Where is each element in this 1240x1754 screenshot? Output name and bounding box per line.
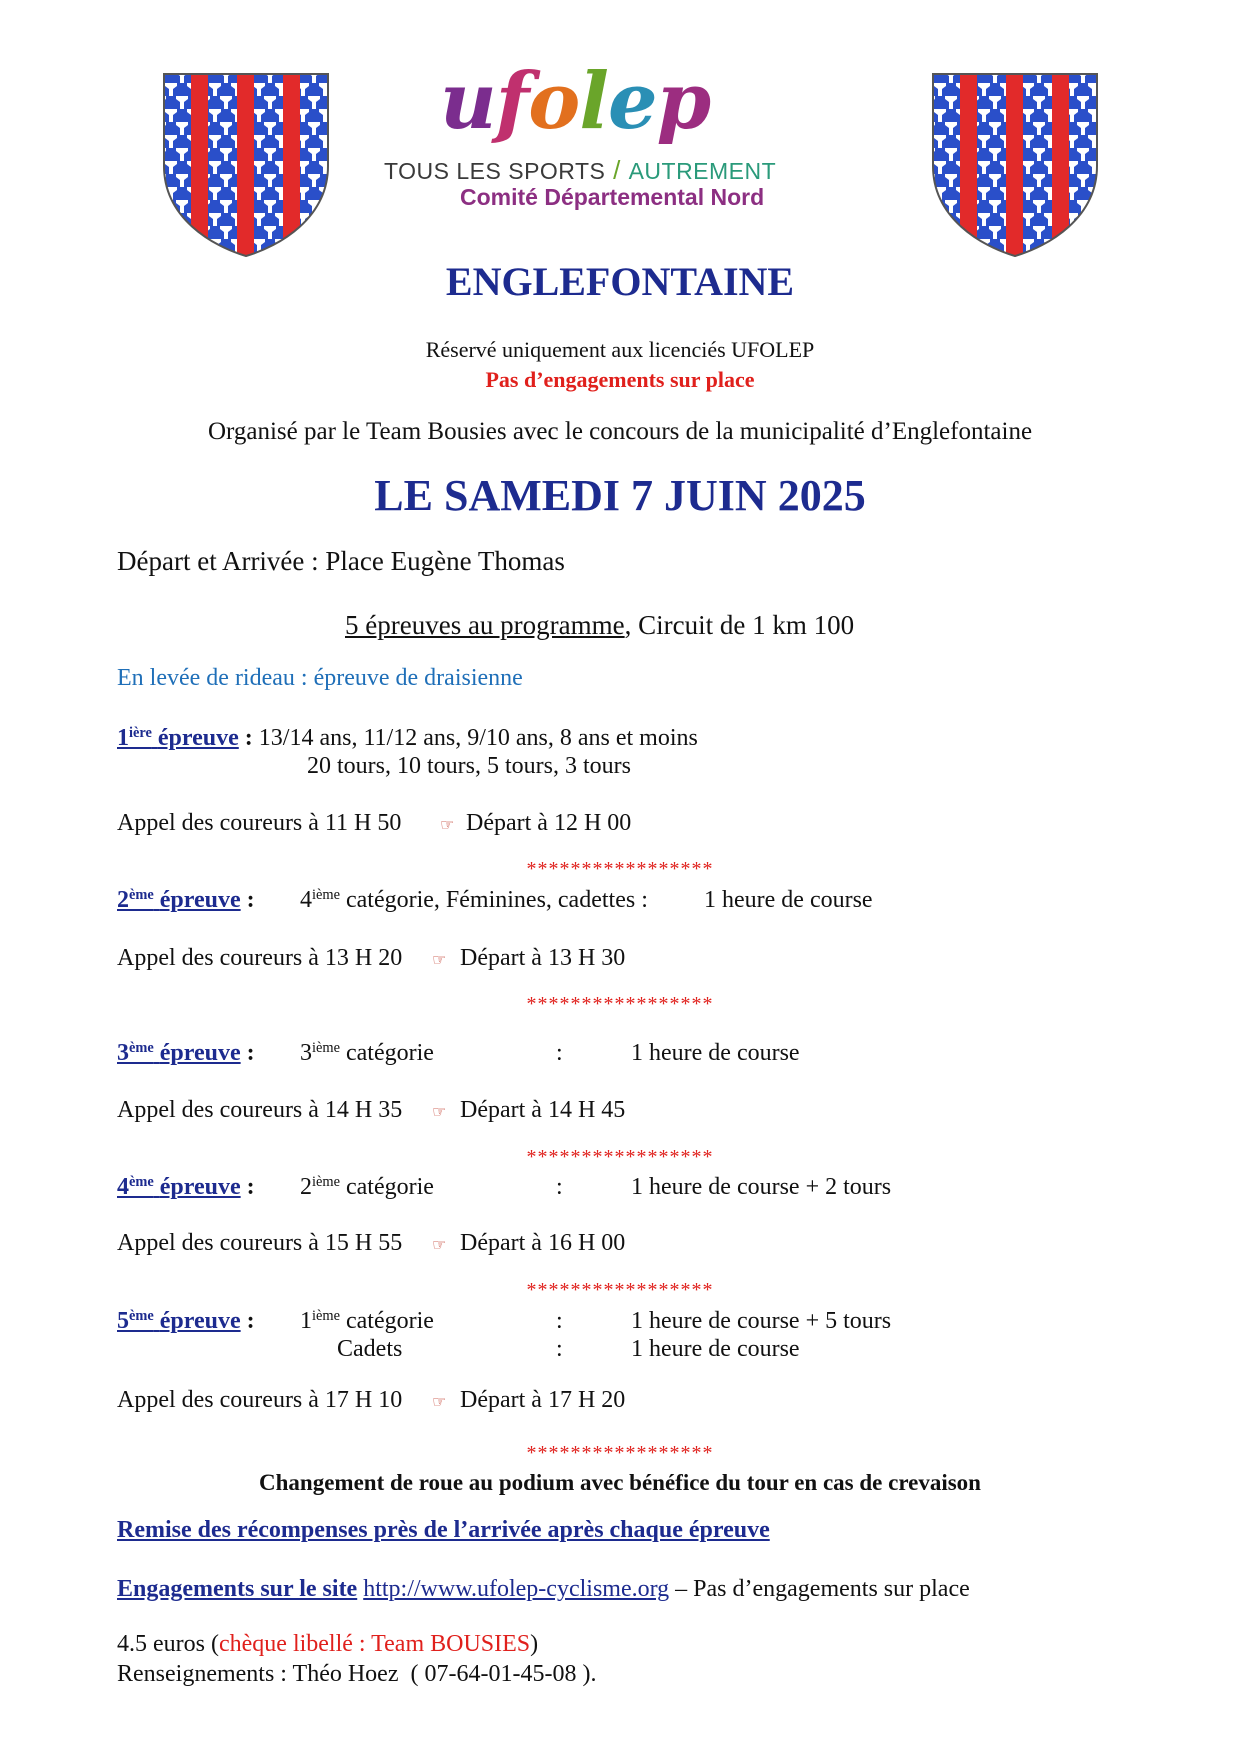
- program-rest: , Circuit de 1 km 100: [624, 610, 855, 640]
- ufolep-letter: e: [607, 56, 657, 147]
- registration-rest: – Pas d’engagements sur place: [669, 1576, 970, 1602]
- separator: *****************: [526, 858, 714, 880]
- logo-tagline-left: TOUS LES SPORTS: [384, 158, 606, 184]
- separator: *****************: [526, 1279, 714, 1301]
- race-5-duration: 1 heure de course + 5 tours: [631, 1308, 892, 1334]
- fee-line: 4.5 euros (chèque libellé : Team BOUSIES): [117, 1631, 539, 1657]
- race-label: 5ème épreuve: [117, 1308, 241, 1334]
- ufolep-letter: f: [495, 56, 529, 147]
- race-2-heading: 2ème épreuve :: [117, 887, 255, 913]
- separator: *****************: [526, 993, 714, 1015]
- separator: *****************: [526, 1146, 714, 1168]
- program-link-text: 5 épreuves au programme: [345, 610, 625, 640]
- race-5-cadets: Cadets: [337, 1336, 403, 1362]
- race-2-duration: 1 heure de course: [704, 887, 873, 913]
- race-5-heading: 5ème épreuve :: [117, 1308, 255, 1334]
- ufolep-letter: o: [528, 56, 580, 147]
- shield-crest-icon: [160, 70, 332, 260]
- race-5-duration-2: 1 heure de course: [631, 1336, 800, 1362]
- race-3-category: 3ième catégorie: [300, 1040, 434, 1066]
- event-date: LE SAMEDI 7 JUIN 2025: [374, 471, 866, 520]
- cheque-payee: chèque libellé : Team BOUSIES: [218, 1631, 531, 1657]
- race-2-call: Appel des coureurs à 13 H 20: [117, 945, 403, 971]
- race-1-start: Départ à 12 H 00: [466, 810, 632, 836]
- race-label: 4ème épreuve: [117, 1174, 241, 1200]
- contact-info: Renseignements : Théo Hoez ( 07-64-01-45-08 ).: [117, 1661, 597, 1687]
- ufolep-wordmark: [440, 56, 710, 147]
- registration-line: [117, 1576, 970, 1603]
- curtain-raiser: En levée de rideau : épreuve de draisienne: [117, 665, 523, 691]
- separator: *****************: [526, 1442, 714, 1464]
- logo-committee: Comité Départemental Nord: [460, 184, 765, 210]
- race-label: $1^{ière}$ épreuve: [117, 725, 239, 751]
- organizer-line: Organisé par le Team Bousies avec le concours de la municipalité d’Englefontaine: [207, 418, 1033, 445]
- race-5-call: Appel des coureurs à 17 H 10: [117, 1387, 403, 1413]
- race-3-colon: :: [556, 1040, 563, 1066]
- program-line: [345, 610, 854, 641]
- race-1-call: Appel des coureurs à 11 H 50: [117, 810, 402, 836]
- wheel-change-notice: Changement de roue au podium avec bénéfice du tour en cas de crevaison: [259, 1470, 981, 1495]
- no-onsite-notice: Pas d’engagements sur place: [485, 367, 755, 392]
- race-2-category: 4ième catégorie, Féminines, cadettes :: [300, 887, 648, 913]
- race-4-category: 2ième catégorie: [300, 1174, 434, 1200]
- race-5-colon-2: :: [556, 1336, 563, 1362]
- race-4-start: Départ à 16 H 00: [460, 1230, 626, 1256]
- registration-link[interactable]: http://www.ufolep-cyclisme.org: [363, 1576, 670, 1602]
- ufolep-letter: l: [579, 56, 608, 147]
- ufolep-letter: u: [440, 56, 496, 147]
- race-label: 3ème épreuve: [117, 1040, 241, 1066]
- race-1-categories: 13/14 ans, 11/12 ans, 9/10 ans, 8 ans et moins: [258, 725, 698, 751]
- logo-tagline-right: AUTREMENT: [628, 158, 777, 184]
- pointer-icon: ☞: [440, 815, 455, 834]
- pointer-icon: ☞: [432, 950, 447, 969]
- awards-notice: Remise des récompenses près de l’arrivée après chaque épreuve: [117, 1517, 770, 1543]
- shield-crest-icon: [929, 70, 1101, 260]
- pointer-icon: ☞: [432, 1102, 447, 1121]
- race-1-laps: 20 tours, 10 tours, 5 tours, 3 tours: [307, 753, 631, 779]
- race-4-call: Appel des coureurs à 15 H 55: [117, 1230, 403, 1256]
- ufolep-letter: p: [656, 56, 711, 147]
- race-1-heading: $1^{ière}$ épreuve : 13/14 ans, 11/12 ans, 9/10 ans, 8 ans et moins: [117, 725, 698, 751]
- race-3-heading: 3ème épreuve :: [117, 1040, 255, 1066]
- registration-label: Engagements sur le site: [117, 1576, 358, 1602]
- race-4-heading: 4ème épreuve :: [117, 1174, 255, 1200]
- race-2-start: Départ à 13 H 30: [460, 945, 626, 971]
- race-4-colon: :: [556, 1174, 563, 1200]
- start-finish-line: Départ et Arrivée : Place Eugène Thomas: [117, 546, 565, 576]
- race-5-start: Départ à 17 H 20: [460, 1387, 626, 1413]
- race-3-start: Départ à 14 H 45: [460, 1097, 626, 1123]
- race-3-call: Appel des coureurs à 14 H 35: [117, 1097, 403, 1123]
- race-label: 2ème épreuve: [117, 887, 241, 913]
- page-title: ENGLEFONTAINE: [445, 259, 795, 304]
- pointer-icon: ☞: [432, 1235, 447, 1254]
- race-3-duration: 1 heure de course: [631, 1040, 800, 1066]
- ufolep-logo: ufolep TOUS LES SPORTS / AUTREMENT Comité Départemental Nord: [384, 56, 777, 210]
- race-5-category: 1ième catégorie: [300, 1308, 434, 1334]
- race-4-duration: 1 heure de course + 2 tours: [631, 1174, 892, 1200]
- race-5-colon: :: [556, 1308, 563, 1334]
- pointer-icon: ☞: [432, 1392, 447, 1411]
- reserved-notice: Réservé uniquement aux licenciés UFOLEP: [425, 337, 815, 362]
